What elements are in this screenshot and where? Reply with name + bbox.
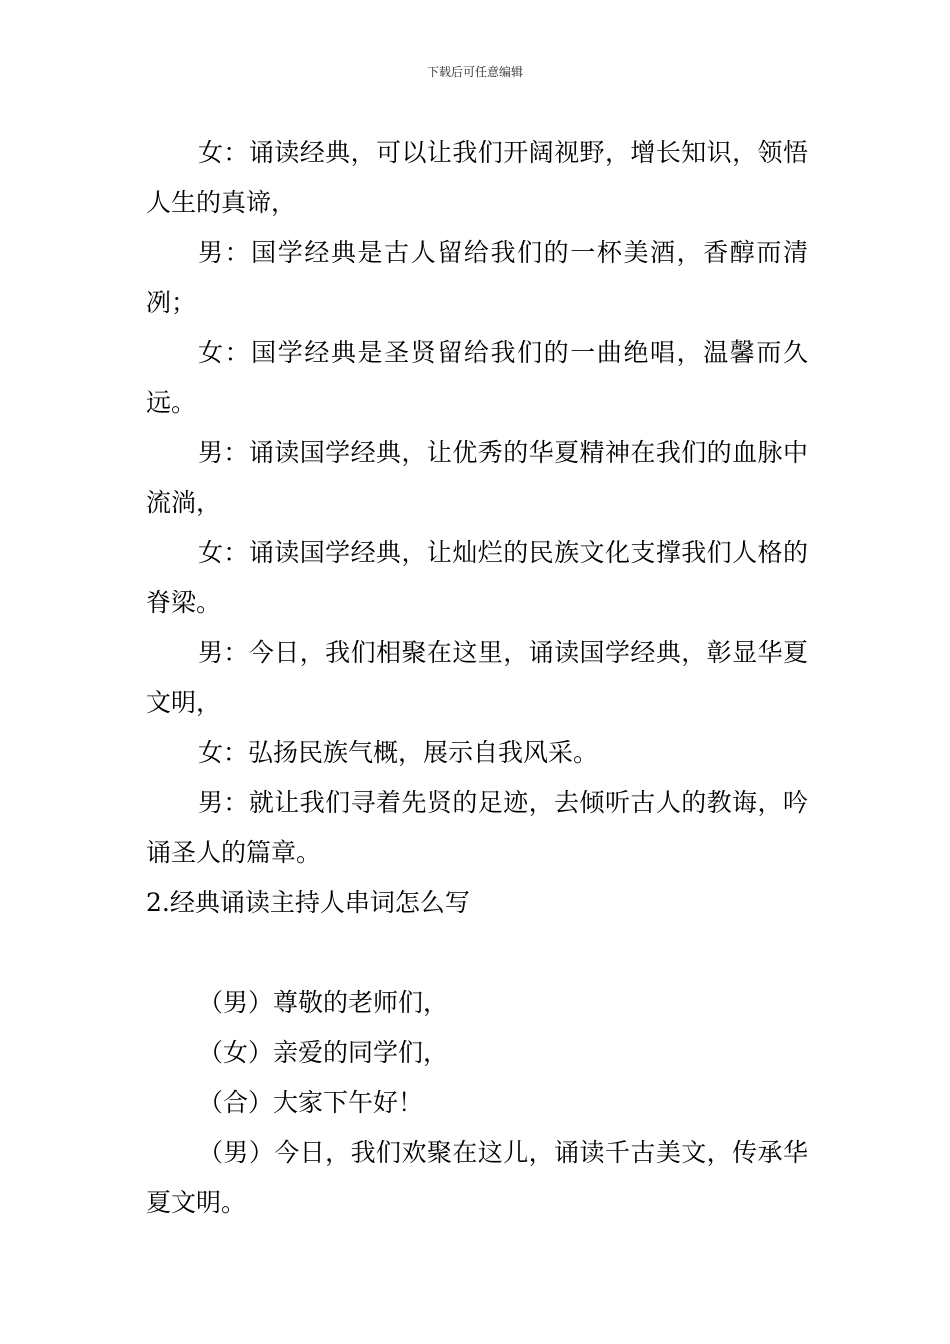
dialogue-paragraph: （女）亲爱的同学们， [198, 1038, 449, 1067]
dialogue-paragraph: 女：诵读经典，可以让我们开阔视野，增长知识，领悟人生的真谛， [146, 138, 808, 217]
document-body [146, 128, 808, 1228]
dialogue-paragraph: 女：弘扬民族气概，展示自我风采。 [198, 738, 599, 767]
blank-line [146, 928, 808, 978]
header-note: 下载后可任意编辑 [426, 65, 523, 79]
dialogue-paragraph: （男）今日，我们欢聚在这儿，诵读千古美文，传承华夏文明。 [146, 1138, 808, 1217]
dialogue-paragraph: 女：诵读国学经典，让灿烂的民族文化支撑我们人格的脊梁。 [146, 538, 808, 617]
dialogue-paragraph: 女：国学经典是圣贤留给我们的一曲绝唱，温馨而久远。 [146, 338, 808, 417]
dialogue-paragraph: （男）尊敬的老师们， [198, 988, 449, 1017]
dialogue-paragraph: 男：国学经典是古人留给我们的一杯美酒，香醇而清冽； [146, 238, 808, 317]
dialogue-paragraph: 男：就让我们寻着先贤的足迹，去倾听古人的教诲，吟诵圣人的篇章。 [146, 788, 808, 867]
dialogue-paragraph: 男：今日，我们相聚在这里，诵读国学经典，彰显华夏文明， [146, 638, 808, 717]
section-heading: 2.经典诵读主持人串词怎么写 [146, 888, 470, 917]
dialogue-paragraph: 男：诵读国学经典，让优秀的华夏精神在我们的血脉中流淌， [146, 438, 808, 517]
dialogue-paragraph: （合）大家下午好！ [198, 1088, 424, 1117]
